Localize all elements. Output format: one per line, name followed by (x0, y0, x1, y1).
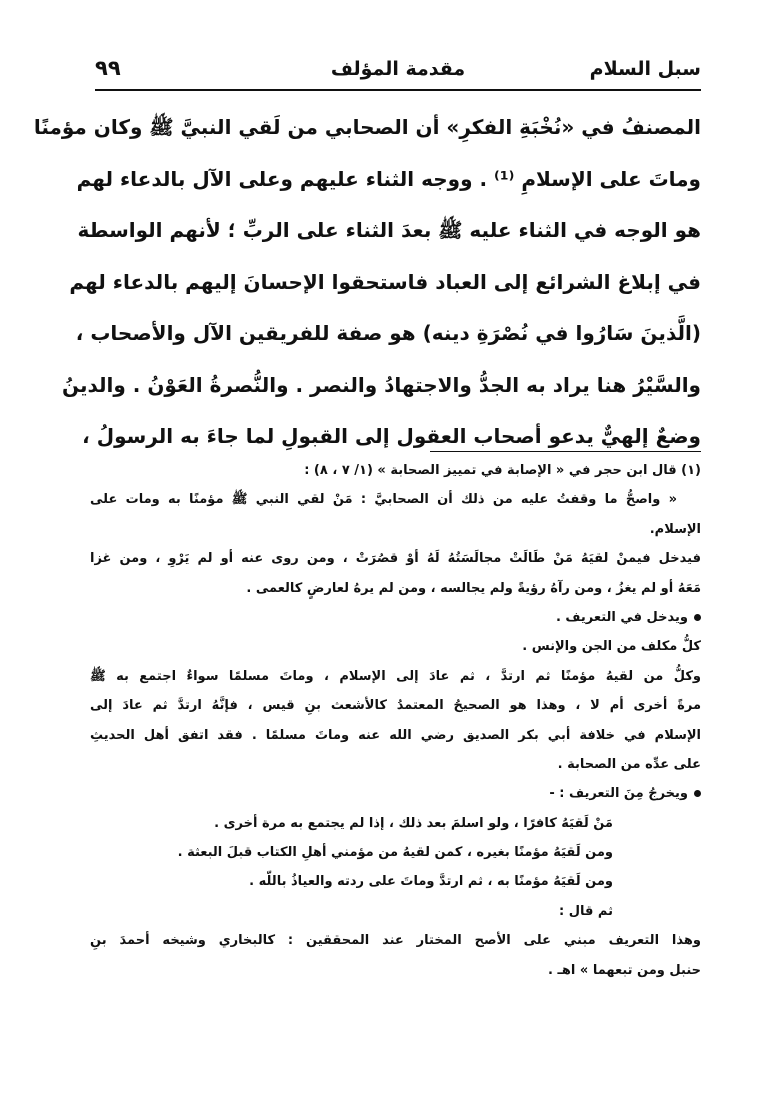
bullet-icon (694, 790, 701, 797)
footnote-line: « واصحُّ ما وقفتُ عليه من ذلك أن الصحابيَّ : مَنْ لقي النبي ﷺ مؤمنًا به ومات على (90, 492, 677, 508)
footnote-line: وهذا التعريف مبني على الأصح المختار عند المحققين : كالبخاري وشيخه أحمدَ بنِ (90, 933, 701, 949)
footnote-line: ثم قال : (559, 903, 613, 919)
main-text-line: في إبلاغ الشرائع إلى العباد فاستحقوا الإحسانَ إليهم بالدعاء لهم (69, 269, 701, 294)
main-text-line: وماتَ على الإسلامِ ⁽¹⁾ . ووجه الثناء عليهم وعلى الآل بالدعاء لهم (76, 166, 701, 191)
footnote-line-text: ويدخل في التعريف . (555, 609, 688, 625)
footnote-line: الإسلام. (649, 521, 701, 537)
footnote (90, 456, 701, 985)
footnote-line: وكلُّ من لقيهُ مؤمنًا ثم ارتدَّ ، ثم عادَ إلى الإسلام ، وماتَ مسلمًا سواءٌ اجتمع به ﷺ (90, 668, 701, 684)
footnote-line: ومن لَقيَهُ مؤمنًا بغيره ، كمن لقيهُ من مؤمني أهلِ الكتاب قبلَ البعثة . (177, 845, 613, 861)
footnote-line: الإسلام في خلافة أبي بكر الصديق رضي الله عنه وماتَ مسلمًا . فقد اتفق أهل الحديثِ (90, 727, 701, 743)
footnote-line: (١) قال ابن حجر في « الإصابة في تمييز الصحابة » (١/ ٧ ، ٨) : (304, 463, 701, 478)
main-text-line: المصنفُ في «نُخْبَةِ الفكرِ» أن الصحابي من لَقي النبيَّ ﷺ وكان مؤمنًا (33, 115, 701, 139)
main-text-line: وضعٌ إلهيٌّ يدعو أصحاب العقول إلى القبولِ لما جاءَ به الرسولُ ، (82, 424, 701, 448)
book-title: سبل السلام (589, 58, 701, 80)
footnote-line-text: ويخرجُ مِنَ التعريف : - (549, 786, 688, 802)
main-text-line: (الَّذينَ سَارُوا في نُصْرَةِ دينه) هو صفة للفريقين الآل والأصحاب ، (75, 321, 701, 345)
footnote-line: فيدخل فيمنْ لقيَهُ مَنْ طَالَتْ مجالَسَتُهُ لَهُ أوْ قصُرَتْ ، ومن روى عنه أو لم يَرْوِ ، ومن غزا (90, 551, 701, 567)
footnote-bullet-line (90, 779, 701, 808)
footnote-line: مرةً أخرى أم لا ، وهذا هو الصحيحُ المعتمدُ كالأشعث بنِ قيس ، فإنَّهُ ارتدَّ ثم عادَ إلى (90, 698, 701, 714)
footnote-line: كلُّ مكلف من الجن والإنس . (522, 639, 701, 655)
footnote-line: على عدِّه من الصحابة . (557, 756, 701, 772)
footnote-line: مَعَهُ أو لم يغزُ ، ومن رآهُ رؤيةً ولم يجالسه ، ومن لم يرهُ لعارضٍ كالعمى . (246, 580, 701, 596)
section-title: مقدمة المؤلف (330, 58, 466, 80)
footnote-line: ومن لَقيَهُ مؤمنًا به ، ثم ارتدَّ وماتَ على ردته والعياذُ باللّه . (249, 874, 613, 890)
footnote-rule (430, 451, 701, 452)
main-text (33, 102, 701, 463)
page-number: ٩٩ (95, 56, 121, 80)
main-text-line: هو الوجه في الثناء عليه ﷺ بعدَ الثناء على الربِّ ؛ لأنهم الواسطة (77, 218, 701, 242)
footnote-line: مَنْ لَقيَهُ كافرًا ، ولو اسلمَ بعد ذلك ، إذا لم يجتمع به مرة أخرى . (214, 815, 613, 831)
bullet-icon (694, 614, 701, 621)
main-text-line: والسَّيْرُ هنا يراد به الجدُّ والاجتهادُ والنصر . والنُّصرةُ العَوْنُ . والدينُ (61, 372, 701, 397)
header-rule (95, 89, 701, 91)
footnote-line: حنبل ومن تبعهما » اهـ . (548, 962, 701, 978)
page-header (95, 52, 701, 88)
footnote-bullet-line (90, 603, 701, 632)
